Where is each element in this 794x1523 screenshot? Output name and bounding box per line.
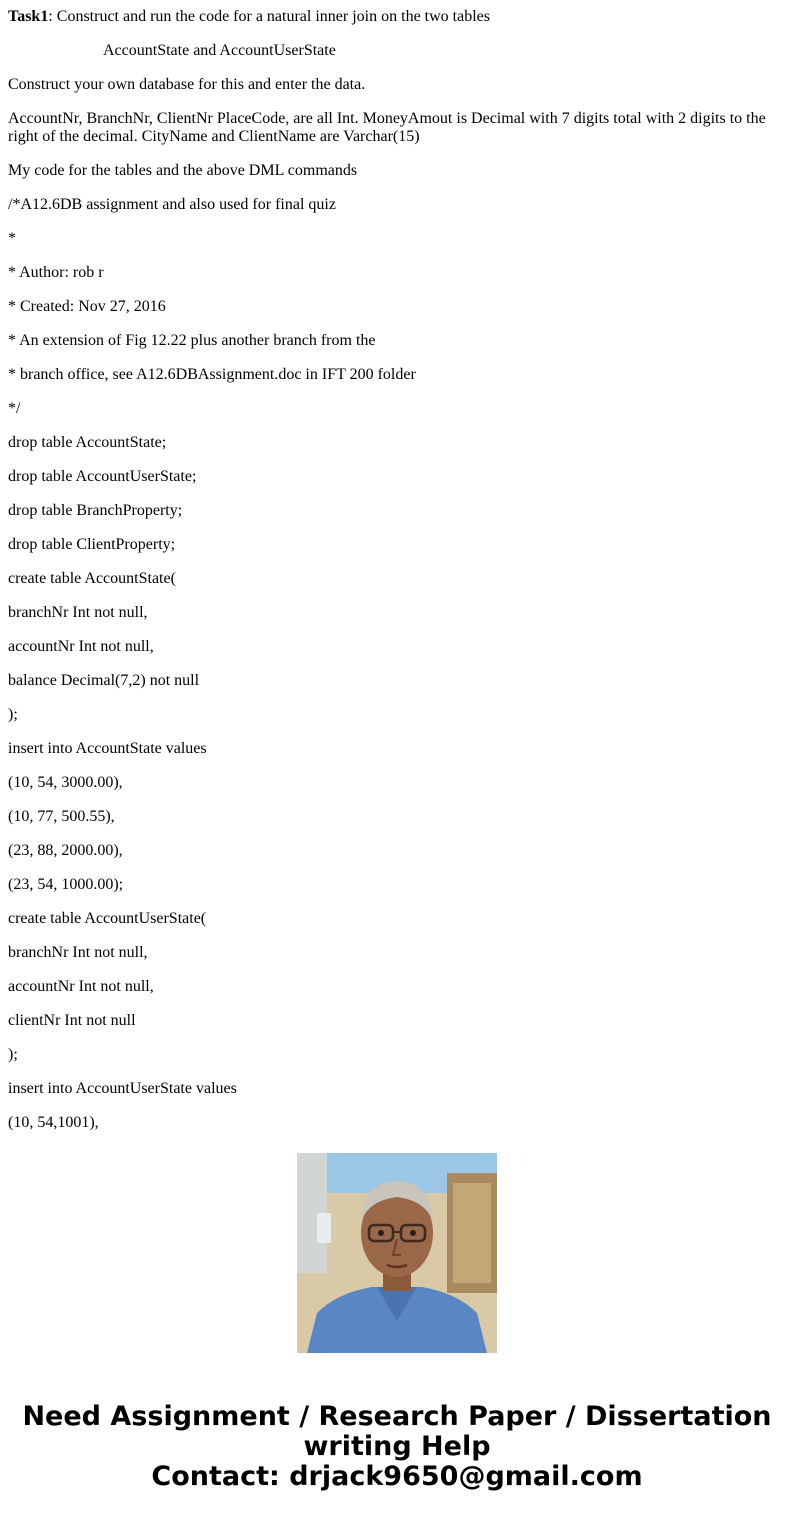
code-line: * Created: Nov 27, 2016 (8, 298, 166, 315)
promo-line: writing Help (303, 1431, 491, 1462)
paragraph: AccountNr, BranchNr, ClientNr PlaceCode, are all Int. MoneyAmout is Decimal with 7 digits total with 2 digits to the right of the decimal. CityName and ClientName are Varchar(15) (8, 110, 766, 145)
portrait-image (297, 1153, 497, 1353)
paragraph: Construct your own database for this and enter the data. (8, 76, 366, 93)
code-line: balance Decimal(7,2) not null (8, 672, 200, 689)
code-line: (23, 54, 1000.00); (8, 876, 124, 893)
paragraph: My code for the tables and the above DML commands (8, 162, 358, 179)
table-names-line: AccountState and AccountUserState (103, 42, 336, 59)
code-line: (23, 88, 2000.00), (8, 842, 123, 859)
code-line: * (8, 230, 16, 247)
promo-section (0, 1122, 794, 1523)
code-line: * branch office, see A12.6DBAssignment.doc in IFT 200 folder (8, 366, 416, 383)
code-line: create table AccountState( (8, 570, 176, 587)
code-line: (10, 54, 3000.00), (8, 774, 123, 791)
promo-message (0, 1402, 794, 1492)
code-line: insert into AccountUserState values (8, 1080, 237, 1097)
promo-line: Need Assignment / Research Paper / Dissertation (22, 1401, 772, 1432)
code-line: ); (8, 1046, 18, 1063)
contact-email: Contact: drjack9650@gmail.com (151, 1461, 643, 1492)
code-line: create table AccountUserState( (8, 910, 207, 927)
avatar (297, 1153, 497, 1353)
code-line: * Author: rob r (8, 264, 104, 281)
task-label: Task1 (8, 8, 49, 25)
code-line: */ (8, 400, 21, 417)
code-line: (10, 54,1001), (8, 1114, 99, 1131)
code-line: drop table ClientProperty; (8, 536, 176, 553)
code-line: ); (8, 706, 18, 723)
task-text: : Construct and run the code for a natural inner join on the two tables (48, 8, 490, 25)
code-line: drop table AccountState; (8, 434, 167, 451)
code-line: insert into AccountState values (8, 740, 207, 757)
code-line: clientNr Int not null (8, 1012, 136, 1029)
code-line: accountNr Int not null, (8, 978, 154, 995)
code-line: * An extension of Fig 12.22 plus another branch from the (8, 332, 376, 349)
code-line: branchNr Int not null, (8, 604, 148, 621)
task-heading (8, 8, 786, 26)
code-line: (10, 77, 500.55), (8, 808, 115, 825)
code-line: drop table AccountUserState; (8, 468, 197, 485)
code-line: /*A12.6DB assignment and also used for final quiz (8, 196, 336, 213)
code-line: accountNr Int not null, (8, 638, 154, 655)
code-line: branchNr Int not null, (8, 944, 148, 961)
code-line: drop table BranchProperty; (8, 502, 183, 519)
